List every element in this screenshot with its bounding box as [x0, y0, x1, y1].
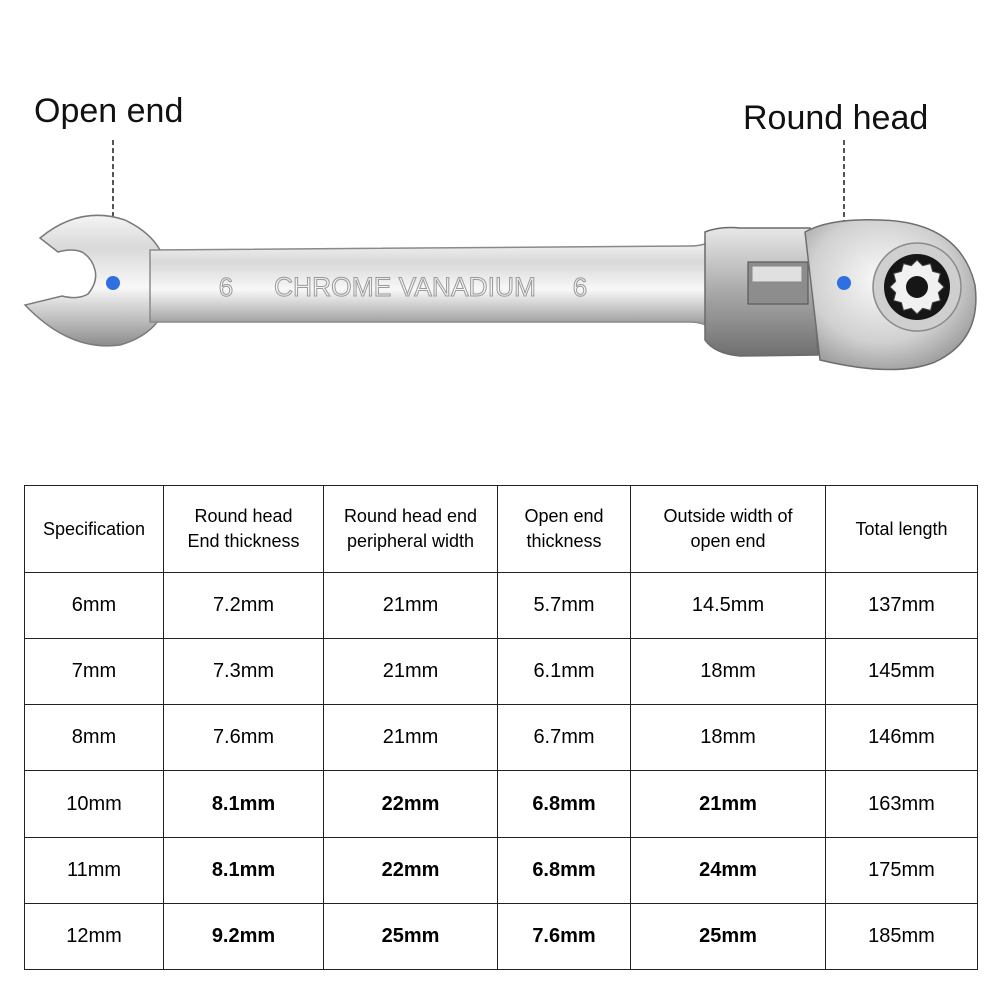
open-end-label: Open end [34, 92, 184, 130]
open-end-jaw [25, 215, 160, 346]
table-cell: 11mm [25, 837, 164, 903]
table-cell: 6.1mm [498, 639, 631, 705]
table-cell: 146mm [826, 705, 978, 771]
table-cell: 21mm [324, 573, 498, 639]
table-row [25, 771, 978, 837]
table-cell: 6.8mm [498, 837, 631, 903]
table-cell: 7mm [25, 639, 164, 705]
table-cell: 8mm [25, 705, 164, 771]
table-cell: 185mm [826, 903, 978, 969]
shank-engraving: CHROME VANADIUM [274, 272, 536, 302]
size-mark-left: 6 [218, 272, 234, 302]
table-row [25, 573, 978, 639]
table-cell: 18mm [631, 705, 826, 771]
table-cell: 5.7mm [498, 573, 631, 639]
round-head-label: Round head [743, 99, 929, 137]
table-cell: 21mm [631, 771, 826, 837]
table-row [25, 705, 978, 771]
table-cell: 22mm [324, 771, 498, 837]
table-cell: 163mm [826, 771, 978, 837]
table-cell: 6mm [25, 573, 164, 639]
column-header: Round head end peripheral width [324, 486, 498, 573]
column-header: Specification [25, 486, 164, 573]
table-cell: 25mm [631, 903, 826, 969]
table-cell: 7.6mm [498, 903, 631, 969]
spec-table-header-row [25, 486, 978, 573]
table-cell: 18mm [631, 639, 826, 705]
table-cell: 7.3mm [164, 639, 324, 705]
spec-table [24, 485, 978, 970]
table-cell: 145mm [826, 639, 978, 705]
table-cell: 6.8mm [498, 771, 631, 837]
table-cell: 8.1mm [164, 837, 324, 903]
wrench-illustration [0, 130, 1000, 410]
table-cell: 137mm [826, 573, 978, 639]
table-cell: 24mm [631, 837, 826, 903]
table-cell: 7.6mm [164, 705, 324, 771]
table-cell: 22mm [324, 837, 498, 903]
column-header: Open end thickness [498, 486, 631, 573]
table-cell: 175mm [826, 837, 978, 903]
open-end-marker [106, 276, 120, 290]
table-row [25, 903, 978, 969]
round-head-marker [837, 276, 851, 290]
table-cell: 14.5mm [631, 573, 826, 639]
table-cell: 10mm [25, 771, 164, 837]
size-mark-right: 6 [572, 272, 588, 302]
table-cell: 8.1mm [164, 771, 324, 837]
table-cell: 25mm [324, 903, 498, 969]
table-cell: 21mm [324, 705, 498, 771]
table-row [25, 837, 978, 903]
table-row [25, 639, 978, 705]
table-cell: 9.2mm [164, 903, 324, 969]
table-cell: 6.7mm [498, 705, 631, 771]
table-cell: 7.2mm [164, 573, 324, 639]
column-header: Total length [826, 486, 978, 573]
column-header: Round head End thickness [164, 486, 324, 573]
table-cell: 12mm [25, 903, 164, 969]
table-cell: 21mm [324, 639, 498, 705]
column-header: Outside width of open end [631, 486, 826, 573]
